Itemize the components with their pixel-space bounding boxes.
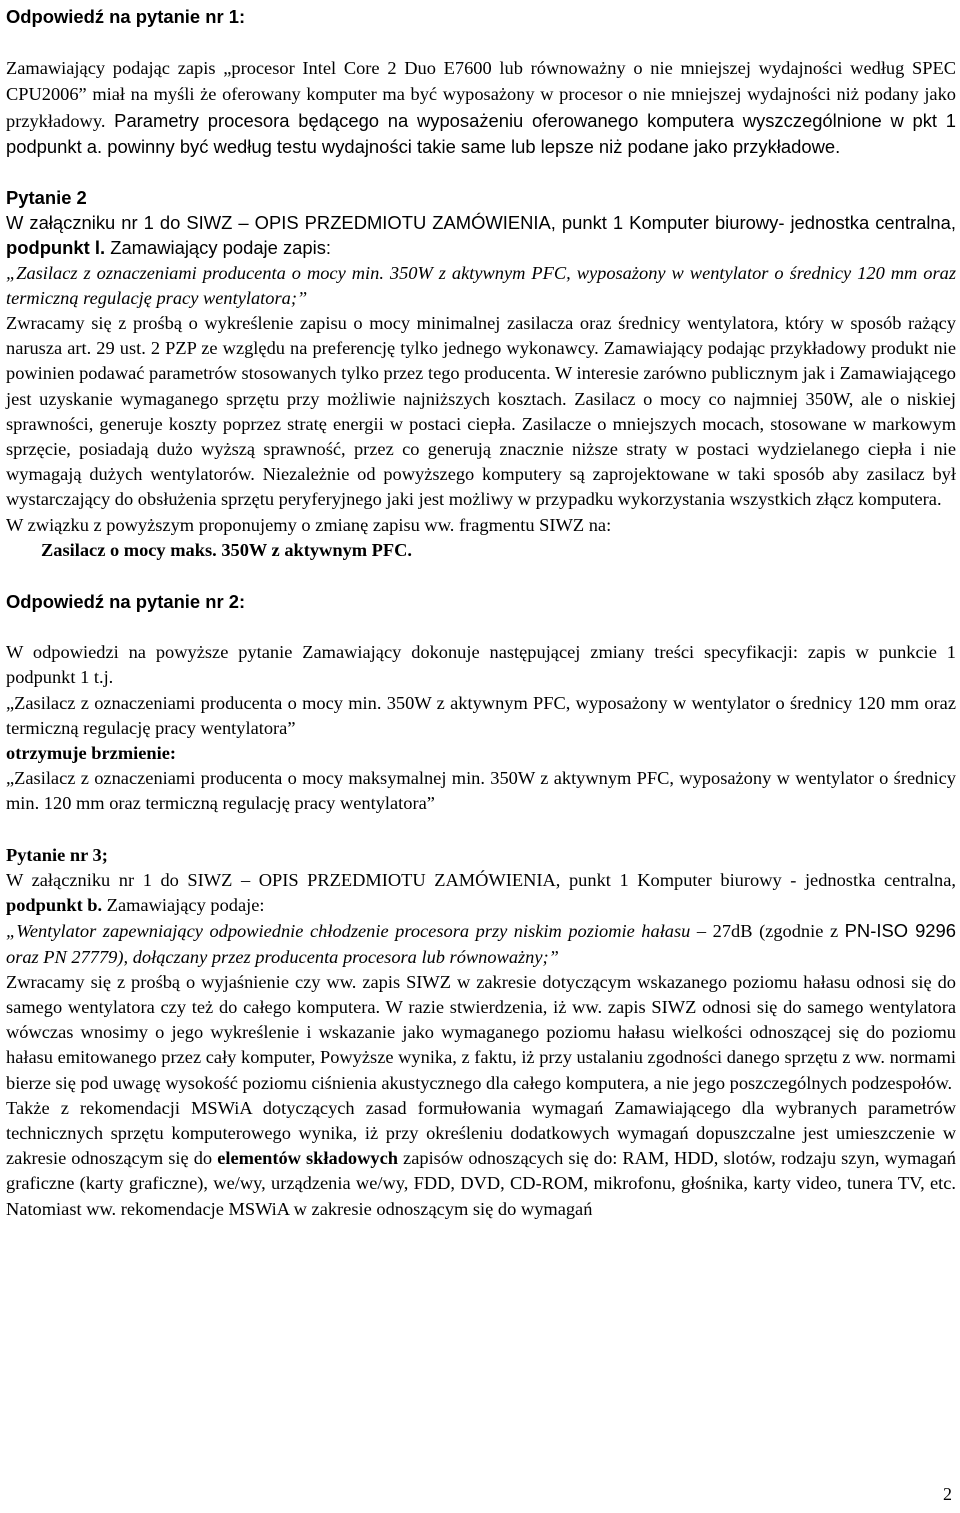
heading-answer-1: Odpowiedź na pytanie nr 1: — [6, 6, 246, 27]
question-2-intro-bold: podpunkt l. — [6, 237, 106, 259]
question-2-quote: „Zasilacz z oznaczeniami producenta o mocy min. 350W z aktywnym PFC, wyposażony w wentylator o średnicy 120 mm oraz termiczną regulację pracy wentylatora;” — [6, 262, 956, 308]
question-3-quote-db: 27dB — [712, 921, 753, 942]
page-number: 2 — [943, 1484, 952, 1504]
question-3-body-2b: zapisów odnoszących się do: RAM, HDD, slotów, rodzaju szyn, wymagań graficzne (karty graficzne), we/wy, urządzenia we/wy, FDD, DVD, CD-ROM, mikrofonu, głośnika, karty video, tunera TV, etc. Natomiast ww. rekomendacje MSWiA w zakresie odnoszącym się do wymagań — [6, 1148, 957, 1219]
question-3-quote-norm: PN-ISO 9296 — [844, 920, 956, 942]
question-3-body-2a: Także z rekomendacji MSWiA dotyczących zasad formułowania wymagań Zamawiającego dla wybranych parametrów technicznych sprzętu komputerowego wynika, iż przy określeniu dodatkowych wymagań dopuszczalne jest umieszczenie w zakresie odnoszącym się do — [6, 1097, 956, 1169]
answer-2-receives: otrzymuje brzmienie: — [6, 743, 177, 764]
answer-2-old-text: „Zasilacz z oznaczeniami producenta o mocy min. 350W z aktywnym PFC, wyposażony w wentylator o średnicy 120 mm oraz termiczną regulację pracy wentylatora” — [6, 692, 956, 738]
heading-answer-2: Odpowiedź na pytanie nr 2: — [6, 591, 246, 613]
question-2-proposal: W związku z powyższym proponujemy o zmianę zapisu ww. fragmentu SIWZ na: — [6, 514, 612, 535]
question-3-body-2-bold: elementów składowych — [217, 1148, 398, 1169]
question-3-intro-text: W załączniku nr 1 do SIWZ – OPIS PRZEDMIOTU ZAMÓWIENIA, punkt 1 Komputer biurowy - jednostka centralna, — [6, 869, 956, 890]
answer-1-text-b: Parametry procesora będącego na wyposażeniu oferowanego komputera wyszczególnione w pkt 1 podpunkt a. powinny być według testu wydajności takie same lub lepsze niż podane jako przykładowe. — [6, 109, 956, 157]
question-3-quote — [6, 918, 956, 969]
question-3-body-2 — [6, 1096, 956, 1222]
question-2-intro-end: Zamawiający podaje zapis: — [110, 237, 332, 259]
answer-1-paragraph — [6, 55, 956, 159]
answer-2-new-text: „Zasilacz z oznaczeniami producenta o mocy maksymalnej min. 350W z aktywnym PFC, wyposażony w wentylator o średnicy min. 120 mm oraz termiczną regulację pracy wentylatora” — [6, 768, 956, 814]
question-3-title: Pytanie nr 3; — [6, 844, 108, 865]
question-3-body-1: Zwracamy się z prośbą o wyjaśnienie czy ww. zapis SIWZ w zakresie dotyczącym wskazanego poziomu hałasu odnosi się do samego wentylatora czy też do całego komputera. W razie stwierdzenia, iż ww. zapis SIWZ odnosi się do samego wentylatora wówczas wnosimy o jego wykreślenie i wskazanie jako wymaganego poziomu hałasu wielkości odnoszącej się do poziomu hałasu emitowanego przez cały komputer, Powyższe wynika, z faktu, iż przy ustalaniu zgodności danego sprzętu z ww. normami bierze się pod uwagę wysokość poziomu ciśnienia akustycznego dla całego komputera, a nie jego poszczególnych podzespołów. — [6, 971, 956, 1093]
question-2-proposal-value: Zasilacz o mocy maks. 350W z aktywnym PFC. — [41, 539, 413, 560]
question-2-intro-text: W załączniku nr 1 do SIWZ – OPIS PRZEDMIOTU ZAMÓWIENIA, punkt 1 Komputer biurowy- jednostka centralna, — [6, 212, 956, 234]
question-3-intro — [6, 868, 956, 918]
document-page — [6, 0, 956, 1222]
question-3-quote-c: oraz PN 27779), dołączany przez producenta procesora lub równoważny;” — [6, 946, 559, 967]
question-3-intro-bold: podpunkt b. — [6, 895, 103, 916]
question-2-intro — [6, 210, 956, 260]
question-2-body: Zwracamy się z prośbą o wykreślenie zapisu o mocy minimalnej zasilacza oraz średnicy wentylatora, który w sposób rażący narusza art. 29 ust. 2 PZP ze względu na preferencję tylko jednego wykonawcy. Zamawiający podając przykładowy produkt nie powinien podawać parametrów stosowanych tylko przez tego producenta. W interesie zarówno publicznym jak i Zamawiającego jest uzyskanie wymaganego sprzętu przy możliwie najniższych kosztach. Zasilacz o mocy co najmniej 350W, ale o niskiej sprawności, generuje koszty poprzez stratę energii w postaci ciepła. Zasilacze o mniejszych mocach, stosowane w markowym sprzęcie, posiadają dużo wyższą sprawność, przez co generują znacznie niższe straty w postaci wydzielanego ciepła i nie wymagają dużych wentylatorów. Niezależnie od powyższego komputery są zaprojektowane w taki sposób aby zasilacz był wystarczający do obsłużenia sprzętu peryferyjnego jaki jest możliwy w przypadku wykorzystania wszystkich złącz komputera. — [6, 313, 956, 510]
question-3-quote-b: (zgodnie z — [759, 921, 839, 942]
answer-2-intro: W odpowiedzi na powyższe pytanie Zamawiający dokonuje następującej zmiany treści specyfikacji: zapis w punkcie 1 podpunkt 1 t.j. — [6, 642, 956, 688]
question-2-title: Pytanie 2 — [6, 187, 87, 209]
answer-1-text-a: Zamawiający podając zapis „procesor Intel Core 2 Duo E7600 lub równoważny o nie mniejszej wydajności według SPEC CPU2006” miał na myśli że oferowany komputer ma być wyposażony w procesor o nie mniejszej wydajności niż podany jako przykładowy. — [6, 58, 956, 131]
question-3-intro-end: Zamawiający podaje: — [106, 895, 265, 916]
question-3-quote-a: „Wentylator zapewniający odpowiednie chłodzenie procesora przy niskim poziomie hałasu – — [6, 921, 707, 942]
